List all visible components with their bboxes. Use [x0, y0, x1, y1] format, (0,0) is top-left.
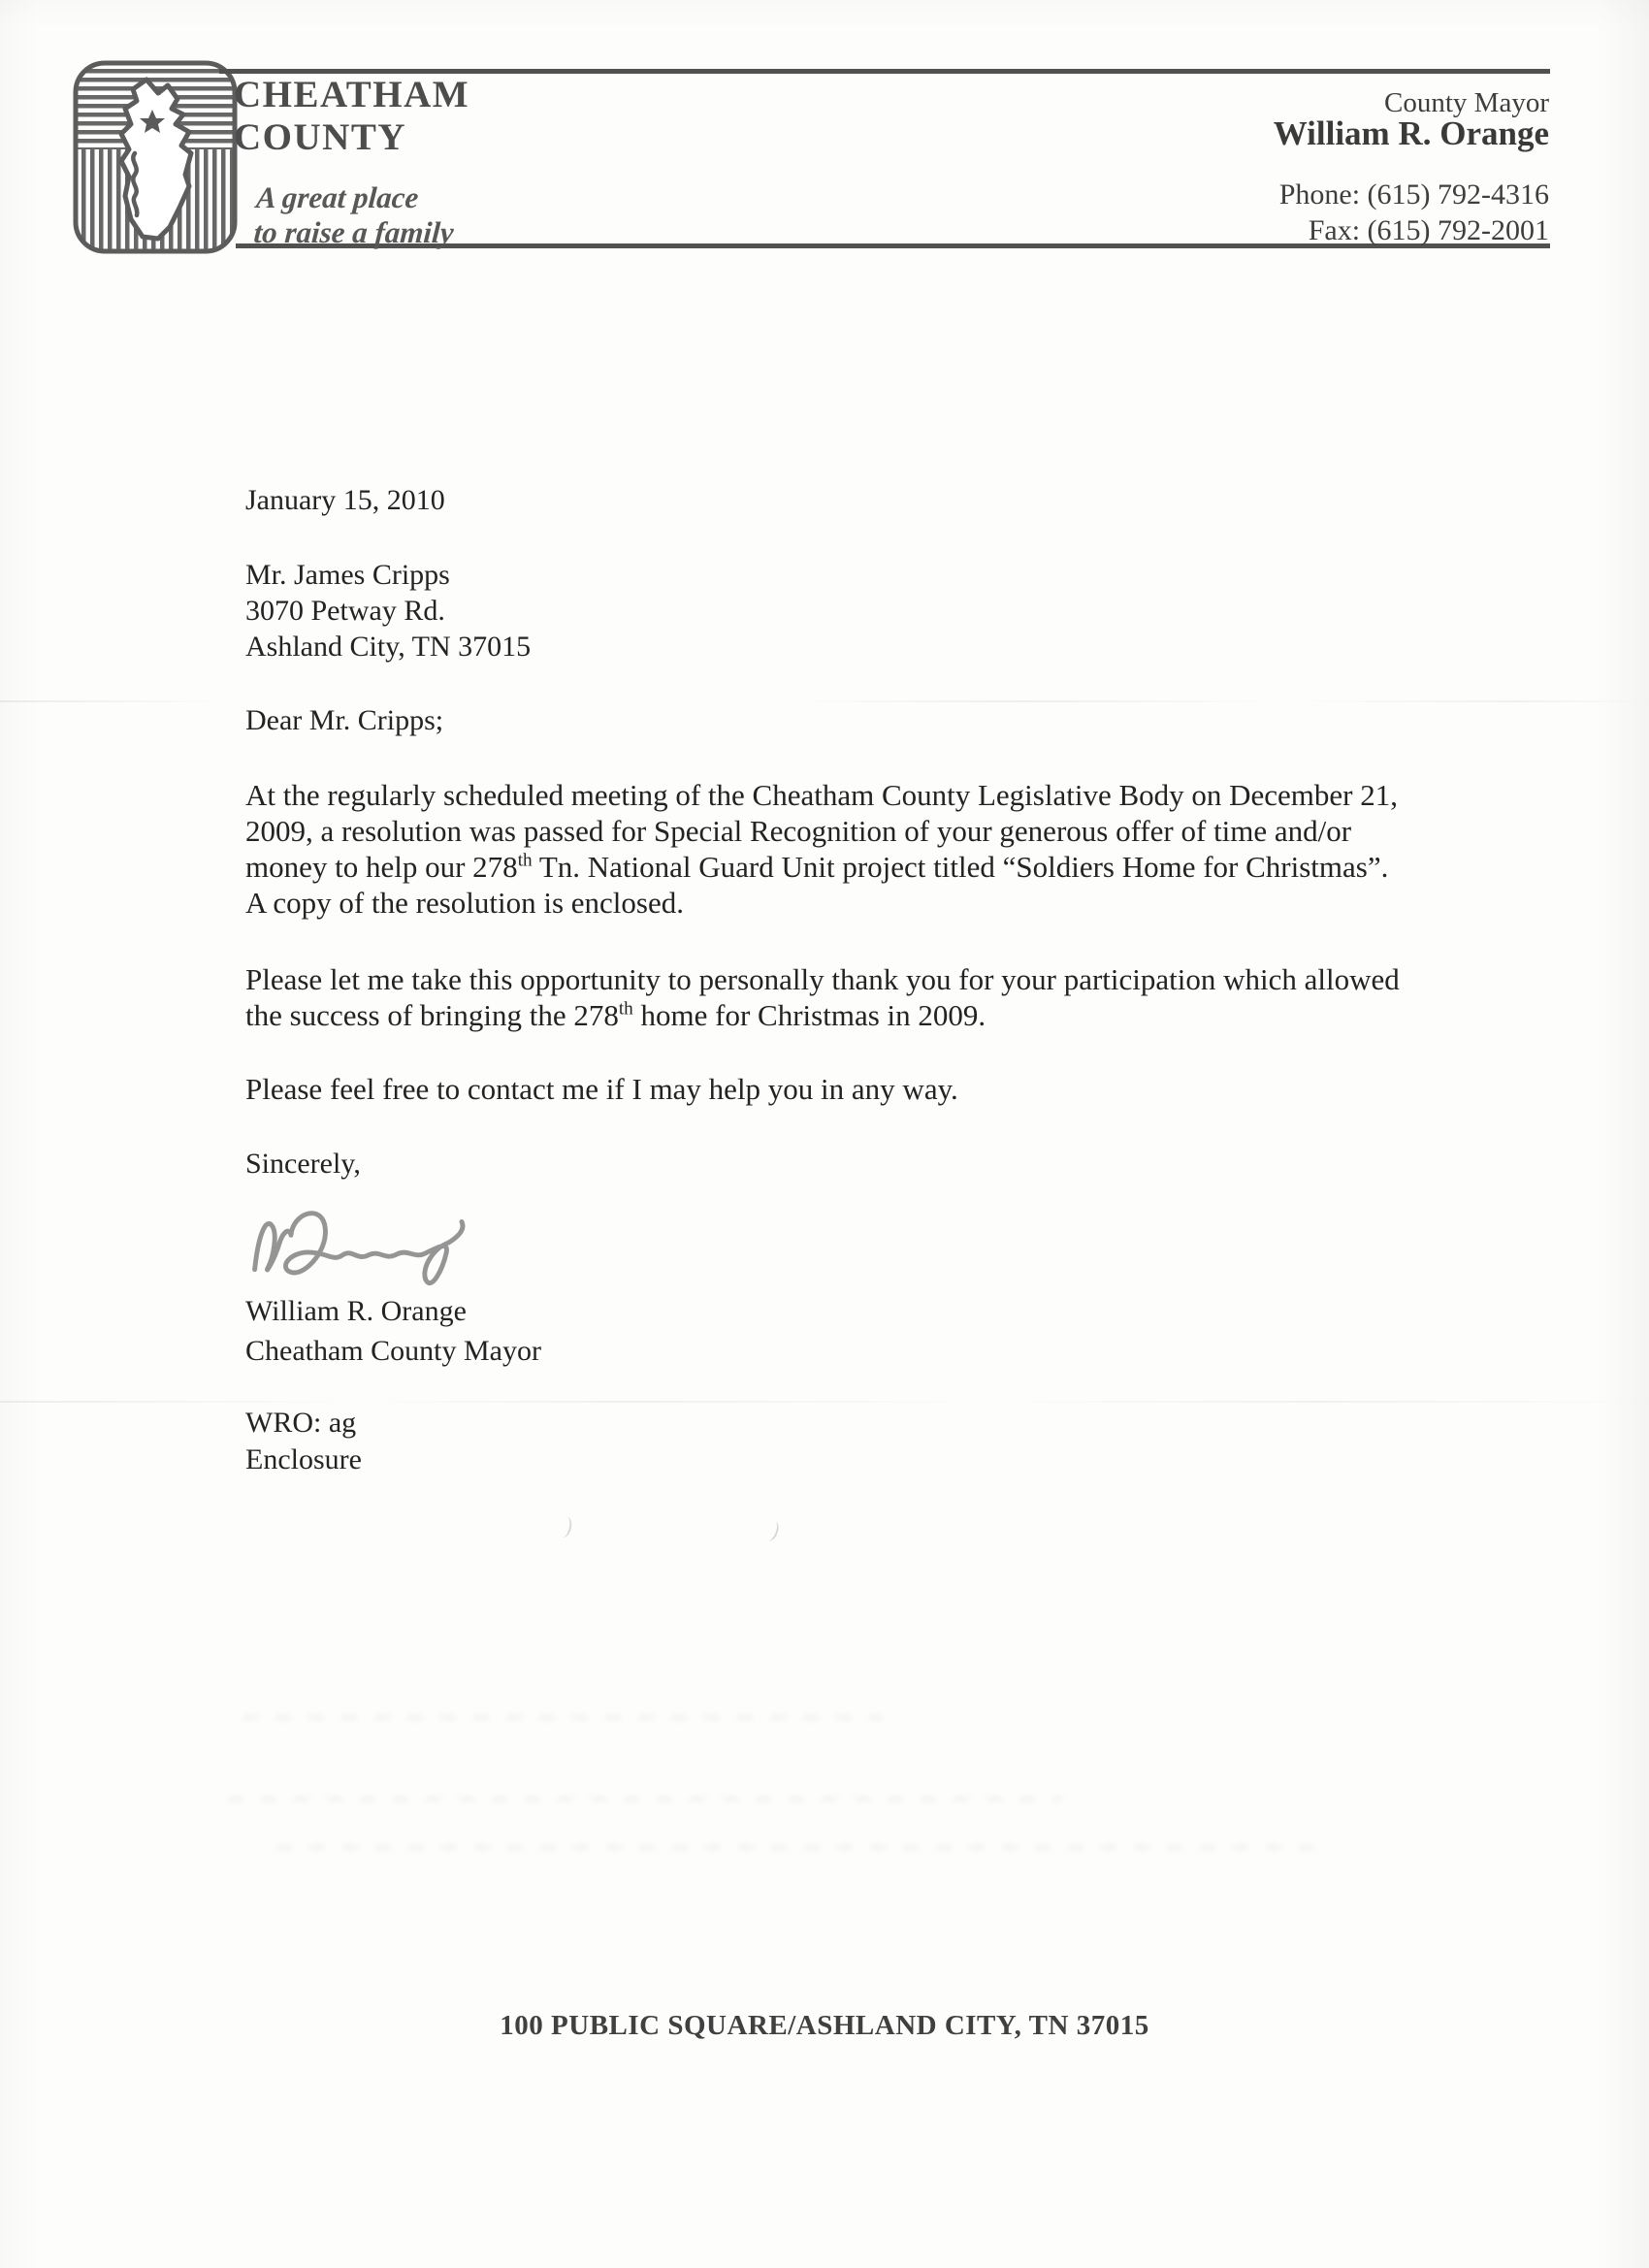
scan-bleedthrough-artifact: [276, 1845, 1314, 1850]
paragraph-2-text-continued: home for Christmas in 2009.: [632, 998, 986, 1032]
signer-name: William R. Orange: [245, 1295, 467, 1327]
cheatham-county-seal-icon: [73, 60, 238, 254]
ordinal-suffix: th: [517, 850, 533, 871]
signer-title: Cheatham County Mayor: [245, 1335, 541, 1367]
paragraph-1-text-continued: Tn. National Guard Unit project titled “Soldiers Home for Christmas”. A copy of the resolution is enclosed.: [245, 850, 1389, 920]
org-tagline-line2: to raise a family: [252, 215, 455, 249]
paragraph-1-text: At the regularly scheduled meeting of the Cheatham County Legislative Body on December 21, 2009, a resolution was passed for Special Recognition of your generous offer of time and/or money to help our 278: [245, 778, 1399, 884]
org-name: [234, 74, 469, 159]
recipient-city: Ashland City, TN 37015: [245, 631, 532, 663]
scan-mark-artifact: [761, 1518, 782, 1542]
org-tagline-line1: A great place: [255, 180, 420, 214]
official-phone: Phone: (615) 792-4316: [1278, 178, 1549, 211]
enclosure-note: Enclosure: [245, 1443, 362, 1475]
closing-phrase: Sincerely,: [245, 1148, 361, 1180]
footer-address: 100 PUBLIC SQUARE/ASHLAND CITY, TN 37015: [500, 2010, 1149, 2041]
org-name-line2: COUNTY: [234, 116, 407, 158]
body-paragraph-1: [245, 777, 1414, 921]
official-name: William R. Orange: [1273, 114, 1549, 152]
body-paragraph-2: [245, 961, 1414, 1033]
official-title: County Mayor: [1384, 87, 1549, 118]
ordinal-suffix: th: [618, 998, 633, 1020]
org-name-line1: CHEATHAM: [234, 74, 470, 115]
paragraph-2-text: Please let me take this opportunity to personally thank you for your participation which allowed the success of bringing the 278: [245, 962, 1400, 1032]
reference-block: [245, 1405, 362, 1478]
signature-block: [245, 1291, 541, 1371]
scan-mark-artifact: [556, 1515, 573, 1539]
recipient-street: 3070 Petway Rd.: [245, 595, 445, 627]
recipient-name: Mr. James Cripps: [245, 559, 450, 591]
reference-initials: WRO: ag: [245, 1407, 357, 1439]
scan-bleedthrough-artifact: [242, 1715, 883, 1720]
org-tagline: [252, 180, 457, 250]
recipient-address-block: [245, 557, 531, 664]
scan-crease-artifact: [0, 1401, 1649, 1403]
official-fax: Fax: (615) 792-2001: [1308, 214, 1549, 246]
salutation: Dear Mr. Cripps;: [245, 704, 444, 736]
body-paragraph-3: Please feel free to contact me if I may help you in any way.: [245, 1072, 958, 1106]
scan-bleedthrough-artifact: [228, 1797, 1062, 1801]
letter-date: January 15, 2010: [245, 484, 445, 516]
